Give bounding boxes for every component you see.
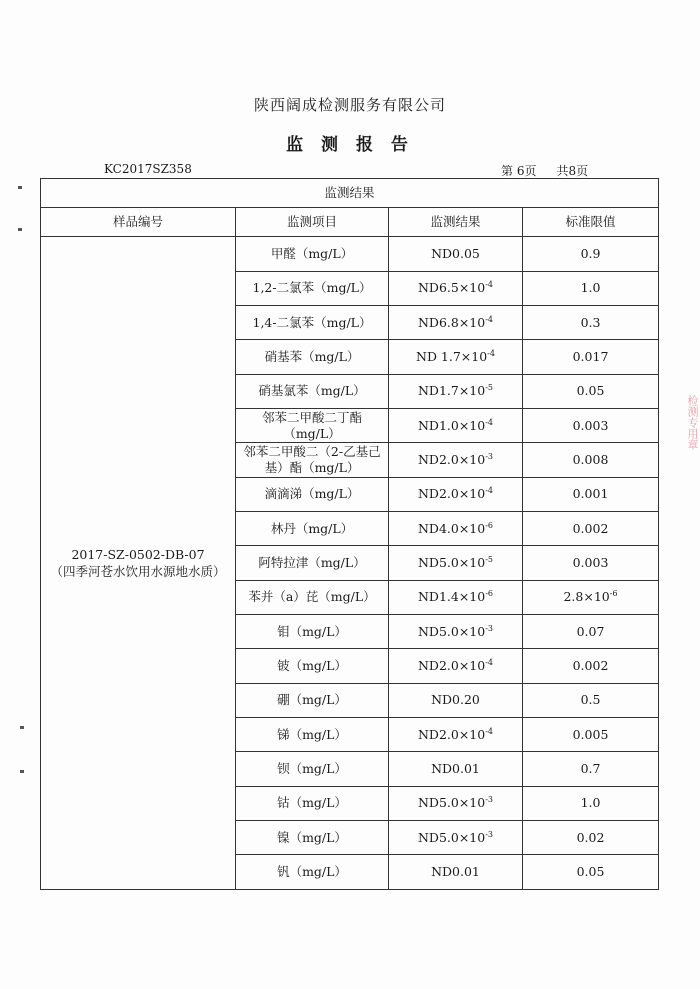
limit-cell: 0.008 bbox=[523, 443, 659, 477]
monitoring-item-cell: 1,4-二氯苯（mg/L） bbox=[236, 305, 389, 339]
monitoring-item-cell: 铍（mg/L） bbox=[236, 649, 389, 683]
monitoring-item-cell: 钒（mg/L） bbox=[236, 855, 389, 890]
sample-description: （四季河苍水饮用水源地水质） bbox=[50, 564, 226, 580]
page-current: 第 6页 bbox=[501, 164, 537, 178]
monitoring-item-cell: 1,2-二氯苯（mg/L） bbox=[236, 271, 389, 305]
result-cell: $ND1.4\times 10^{-6}$ bbox=[389, 580, 523, 614]
limit-cell: 0.3 bbox=[523, 305, 659, 339]
monitoring-item-cell: 滴滴涕（mg/L） bbox=[236, 477, 389, 511]
limit-cell: 0.002 bbox=[523, 649, 659, 683]
monitoring-item-cell: 邻苯二甲酸二（2-乙基己基）酯（mg/L） bbox=[236, 443, 389, 477]
monitoring-item-cell: 甲醛（mg/L） bbox=[236, 237, 389, 271]
monitoring-item-cell: 苯并（a）芘（mg/L） bbox=[236, 580, 389, 614]
limit-cell: 1.0 bbox=[523, 786, 659, 820]
result-cell: $ND2.0\times 10^{-4}$ bbox=[389, 718, 523, 752]
result-cell: ND0.01 bbox=[389, 855, 523, 890]
limit-cell: 0.005 bbox=[523, 718, 659, 752]
limit-cell: 0.002 bbox=[523, 512, 659, 546]
sample-id-cell bbox=[41, 237, 236, 890]
result-cell: ND $1.7\times 10^{-4}$ bbox=[389, 340, 523, 374]
monitoring-item-cell: 邻苯二甲酸二丁酯（mg/L） bbox=[236, 409, 389, 443]
limit-cell: 1.0 bbox=[523, 271, 659, 305]
limit-cell: 0.017 bbox=[523, 340, 659, 374]
limit-cell: 0.001 bbox=[523, 477, 659, 511]
result-cell: $ND1.7\times 10^{-5}$ bbox=[389, 374, 523, 408]
page-total: 共8页 bbox=[556, 164, 589, 178]
result-cell: $ND4.0\times 10^{-6}$ bbox=[389, 512, 523, 546]
result-cell: $ND2.0\times 10^{-4}$ bbox=[389, 649, 523, 683]
section-title-row bbox=[41, 179, 659, 208]
column-header-sample-id: 样品编号 bbox=[41, 208, 236, 237]
monitoring-item-cell: 锑（mg/L） bbox=[236, 718, 389, 752]
section-title: 监测结果 bbox=[41, 179, 659, 208]
monitoring-item-cell: 阿特拉津（mg/L） bbox=[236, 546, 389, 580]
table-row bbox=[41, 237, 659, 271]
monitoring-item-cell: 硝基氯苯（mg/L） bbox=[236, 374, 389, 408]
limit-cell: 0.7 bbox=[523, 752, 659, 786]
monitoring-item-cell: 钡（mg/L） bbox=[236, 752, 389, 786]
monitoring-item-cell: 钴（mg/L） bbox=[236, 786, 389, 820]
scan-mark bbox=[20, 770, 24, 773]
result-cell: $ND1.0\times 10^{-4}$ bbox=[389, 409, 523, 443]
result-cell: $ND5.0\times 10^{-5}$ bbox=[389, 546, 523, 580]
sample-id: 2017-SZ-0502-DB-07 bbox=[71, 547, 205, 563]
page-indicator bbox=[501, 162, 594, 179]
limit-cell: 0.003 bbox=[523, 409, 659, 443]
monitoring-item-cell: 林丹（mg/L） bbox=[236, 512, 389, 546]
limit-cell: 0.9 bbox=[523, 237, 659, 271]
report-number: KC2017SZ358 bbox=[104, 162, 192, 176]
red-seal-stamp: 检测专用章 bbox=[686, 395, 699, 450]
results-table bbox=[40, 178, 659, 890]
monitoring-item-cell: 钼（mg/L） bbox=[236, 615, 389, 649]
limit-cell: 0.05 bbox=[523, 855, 659, 890]
monitoring-item-cell: 硼（mg/L） bbox=[236, 683, 389, 717]
limit-cell: $2.8\times 10^{-6}$ bbox=[523, 580, 659, 614]
result-cell: ND0.05 bbox=[389, 237, 523, 271]
scan-mark bbox=[20, 726, 24, 729]
result-cell: ND0.20 bbox=[389, 683, 523, 717]
monitoring-item-cell: 硝基苯（mg/L） bbox=[236, 340, 389, 374]
limit-cell: 0.05 bbox=[523, 374, 659, 408]
limit-cell: 0.5 bbox=[523, 683, 659, 717]
table-header-row bbox=[41, 208, 659, 237]
result-cell: $ND6.5\times 10^{-4}$ bbox=[389, 271, 523, 305]
scan-mark bbox=[18, 186, 22, 189]
limit-cell: 0.02 bbox=[523, 821, 659, 855]
monitoring-item-cell: 镍（mg/L） bbox=[236, 821, 389, 855]
scan-mark bbox=[18, 228, 22, 231]
result-cell: $ND6.8\times 10^{-4}$ bbox=[389, 305, 523, 339]
company-name: 陕西阔成检测服务有限公司 bbox=[253, 96, 446, 114]
report-title: 监 测 报 告 bbox=[286, 135, 414, 155]
column-header-item: 监测项目 bbox=[236, 208, 389, 237]
result-cell: $ND5.0\times 10^{-3}$ bbox=[389, 821, 523, 855]
column-header-limit: 标准限值 bbox=[523, 208, 659, 237]
result-cell: ND0.01 bbox=[389, 752, 523, 786]
result-cell: $ND5.0\times 10^{-3}$ bbox=[389, 615, 523, 649]
limit-cell: 0.003 bbox=[523, 546, 659, 580]
column-header-result: 监测结果 bbox=[389, 208, 523, 237]
limit-cell: 0.07 bbox=[523, 615, 659, 649]
result-cell: $ND2.0\times 10^{-4}$ bbox=[389, 477, 523, 511]
result-cell: $ND5.0\times 10^{-3}$ bbox=[389, 786, 523, 820]
result-cell: $ND2.0\times 10^{-3}$ bbox=[389, 443, 523, 477]
